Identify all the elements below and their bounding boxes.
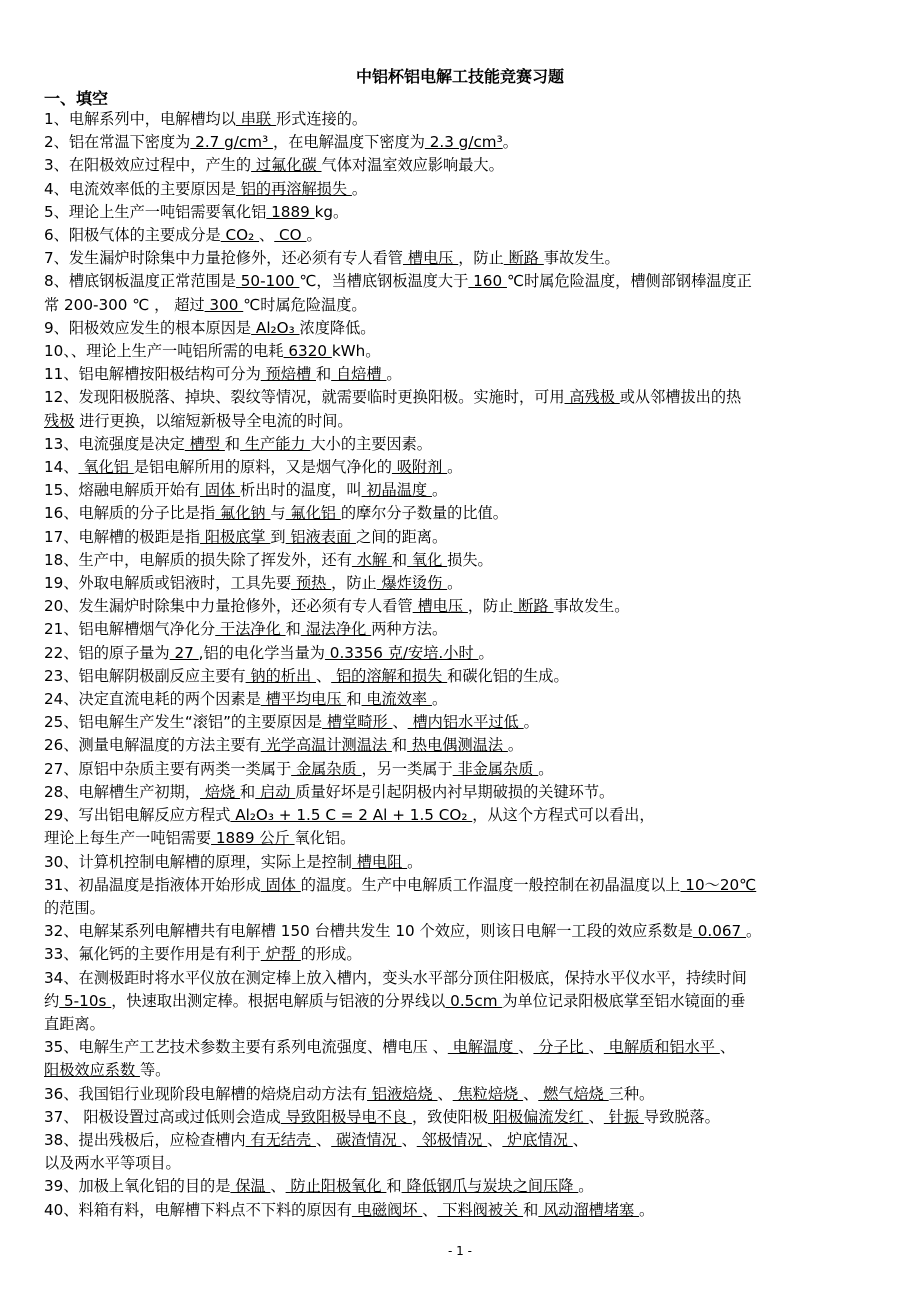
page-number: - 1 -	[448, 1244, 472, 1258]
question-item	[44, 317, 904, 340]
question-text: ，另一类属于	[361, 759, 453, 778]
question-text: 常 200-300 ℃ ， 超过	[44, 295, 205, 314]
question-item	[44, 1036, 904, 1082]
question-line	[44, 433, 904, 456]
question-item	[44, 642, 904, 665]
answer-blank: 0.5cm	[445, 991, 503, 1010]
question-line	[44, 642, 904, 665]
answer-blank: 断路	[503, 249, 544, 268]
question-item	[44, 433, 904, 456]
question-text: 8、槽底钢板温度正常范围是	[44, 272, 236, 291]
question-line	[44, 1083, 904, 1106]
question-item	[44, 108, 904, 131]
question-text: 。	[447, 574, 463, 593]
question-text: ，防止	[458, 249, 504, 268]
answer-blank: 氟化钠	[215, 504, 271, 523]
question-item	[44, 758, 904, 781]
question-line	[44, 758, 904, 781]
answer-blank: 铝液表面	[285, 527, 357, 546]
question-line	[44, 665, 904, 688]
question-line	[44, 294, 904, 317]
question-text: 。	[306, 226, 322, 245]
question-text: 10、、理论上生产一吨铝所需的电耗	[44, 342, 284, 361]
question-line	[44, 595, 904, 618]
question-item	[44, 943, 904, 966]
question-text: 21、铝电解槽烟气净化分	[44, 620, 216, 639]
question-text: 与	[270, 504, 286, 523]
question-item	[44, 804, 904, 850]
question-text: 32、电解某系列电解槽共有电解槽 150 台槽共发生 10 个效应，则该日电解一工段的效应系数是	[44, 922, 693, 941]
question-item	[44, 549, 904, 572]
question-line	[44, 502, 904, 525]
question-text: 。	[351, 179, 368, 198]
question-text: 31、初晶温度是指液体开始形成	[44, 875, 261, 894]
question-text: 约	[44, 991, 60, 1010]
answer-blank: 槽电阻	[351, 852, 408, 871]
question-text: 28、电解槽生产初期，	[44, 782, 201, 801]
answer-blank: 槽内铝水平过低	[407, 713, 524, 732]
question-line	[44, 1059, 904, 1082]
answer-blank: 光学高温计测温法	[260, 736, 392, 755]
question-text: 、	[523, 1084, 539, 1103]
answer-blank: 针振	[603, 1107, 644, 1126]
question-item	[44, 734, 904, 757]
answer-blank: 电磁阀坏	[351, 1200, 423, 1219]
question-line	[44, 920, 904, 943]
question-text: 20、发生漏炉时除集中力量抢修外，还必须有专人看管	[44, 597, 413, 616]
question-text: 40、料箱有料，电解槽下料点不下料的原因有	[44, 1200, 352, 1219]
answer-blank: 钠的析出	[245, 666, 316, 685]
question-item	[44, 874, 904, 920]
question-text: 11、铝电解槽按阳极结构可分为	[44, 365, 261, 384]
question-text: 质量好坏是引起阴极内衬早期破损的关键环节。	[295, 782, 615, 801]
answer-blank: 自焙槽	[331, 365, 387, 384]
question-line	[44, 247, 904, 270]
question-line	[44, 1129, 904, 1152]
question-item	[44, 781, 904, 804]
question-text: 30、计算机控制电解槽的原理，实际上是控制	[44, 852, 352, 871]
question-text: 。	[407, 852, 423, 871]
question-item	[44, 340, 904, 363]
question-text: ，防止	[331, 574, 377, 593]
question-text: 损失。	[447, 550, 493, 569]
question-text: 、	[422, 1200, 438, 1219]
question-item	[44, 1106, 904, 1129]
answer-blank: 6320	[283, 342, 332, 361]
question-text: 3、在阳极效应过程中，产生的	[44, 156, 252, 175]
question-text: 和	[523, 1200, 539, 1219]
question-text: 、	[588, 1038, 604, 1057]
question-text: 1、电解系列中，电解槽均以	[44, 110, 236, 128]
question-text: 。	[478, 643, 494, 662]
question-text: 24、决定直流电耗的两个因素是	[44, 690, 261, 709]
answer-blank: 阳极底掌	[200, 527, 271, 546]
question-text: 、	[487, 1130, 503, 1149]
answer-blank: 50-100	[235, 272, 300, 291]
question-text: ，从这个方程式可以看出，	[472, 806, 655, 825]
question-text: 和	[224, 434, 241, 453]
question-text: ℃时属危险温度。	[243, 295, 367, 314]
question-line	[44, 1013, 904, 1036]
question-text: 29、写出铝电解反应方程式	[44, 806, 231, 825]
question-text: ℃，当槽底钢板温度大于	[299, 272, 469, 291]
question-line	[44, 1175, 904, 1198]
question-item	[44, 154, 904, 177]
answer-blank: 燃气焙烧	[538, 1084, 609, 1103]
question-text: kWh。	[331, 342, 381, 361]
question-text: 。	[507, 736, 524, 755]
question-text: 和	[240, 782, 256, 801]
question-text: 。	[746, 922, 762, 941]
question-item	[44, 595, 904, 618]
question-text: 、	[315, 1130, 332, 1149]
question-text: 事故发生。	[543, 249, 620, 268]
question-text: 、	[572, 1130, 588, 1149]
question-text: 34、在测极距时将水平仪放在测定棒上放入槽内，变头水平部分顶住阳极底，保持水平仪水平，持续时间	[44, 968, 747, 987]
question-text: ，防止	[467, 597, 514, 616]
answer-blank: 槽型	[184, 434, 225, 453]
question-text: 。	[447, 458, 463, 477]
answer-blank: 邻极情况	[416, 1130, 488, 1149]
question-text: 。	[578, 1177, 594, 1196]
question-text: 三种。	[608, 1084, 655, 1103]
question-text: 以及两水平等项目。	[44, 1154, 181, 1173]
answer-blank: 生产能力	[240, 434, 311, 453]
question-line	[44, 549, 904, 572]
question-text: ，快速取出测定棒。根据电解质与铝液的分界线以	[111, 991, 446, 1010]
answer-blank: 预焙槽	[260, 365, 316, 384]
answer-blank: 固体	[200, 481, 241, 500]
question-list	[44, 108, 904, 1222]
answer-blank: 湿法净化	[300, 620, 372, 639]
question-text: 。	[502, 133, 518, 152]
question-text: 5、理论上生产一吨铝需要氧化铝	[44, 202, 267, 221]
answer-blank: 电流效率	[361, 690, 432, 709]
question-item	[44, 201, 904, 224]
question-item	[44, 1129, 904, 1175]
question-text: 。	[538, 759, 554, 778]
question-text: 39、加极上氧化铝的目的是	[44, 1177, 231, 1196]
answer-blank: 槽堂畸形	[322, 713, 393, 732]
answer-blank: 铝的再溶解损失	[235, 179, 352, 198]
question-text: 的范围。	[44, 898, 105, 917]
question-line	[44, 178, 904, 201]
answer-blank: 槽电压	[402, 249, 459, 268]
question-text: 和碳化铝的生成。	[447, 666, 569, 685]
question-line	[44, 1036, 904, 1059]
question-item	[44, 178, 904, 201]
question-item	[44, 688, 904, 711]
answer-blank: 串联	[235, 110, 276, 128]
question-item	[44, 247, 904, 270]
question-text: 的形成。	[300, 945, 362, 964]
question-text: 理论上每生产一吨铝需要	[44, 829, 212, 848]
answer-blank: 导致阳极导电不良	[280, 1107, 412, 1126]
question-text: 浓度降低。	[299, 318, 376, 337]
answer-blank: 分子比	[533, 1038, 589, 1057]
question-item	[44, 270, 904, 316]
question-text: 和	[391, 736, 408, 755]
question-text: kg。	[314, 202, 349, 221]
answer-blank: 断路	[513, 597, 554, 616]
answer-blank: 2.7 g/cm³	[190, 133, 273, 152]
question-text: 、	[401, 1130, 417, 1149]
answer-blank: 160	[468, 272, 507, 291]
question-line	[44, 456, 904, 479]
answer-blank: 预热	[291, 574, 332, 593]
answer-blank: 固体	[260, 875, 301, 894]
question-line	[44, 108, 904, 131]
question-text: 37、 阳极设置过高或过低则会造成	[44, 1107, 281, 1126]
answer-blank: 300	[204, 295, 244, 314]
answer-blank: 干法净化	[215, 620, 286, 639]
question-text: ,铝的电化学当量为	[198, 643, 325, 662]
question-text: 、	[719, 1038, 735, 1057]
question-text: 7、发生漏炉时除集中力量抢修外，还必须有专人看管	[44, 249, 403, 268]
question-text: 、	[259, 226, 275, 245]
answer-blank: 保温	[230, 1177, 271, 1196]
question-text: 直距离。	[44, 1014, 105, 1033]
question-item	[44, 967, 904, 1037]
question-line	[44, 967, 904, 990]
answer-blank: 吸附剂	[391, 458, 448, 477]
question-text: 15、熔融电解质开始有	[44, 481, 201, 500]
question-text: 或从邻槽拔出的热	[619, 388, 742, 407]
question-text: 。	[431, 690, 448, 709]
question-line	[44, 874, 904, 897]
question-text: ，在电解温度下密度为	[273, 133, 425, 152]
question-text: 、	[270, 1177, 286, 1196]
question-line	[44, 851, 904, 874]
question-text: 大小的主要因素。	[310, 434, 432, 453]
question-line	[44, 711, 904, 734]
question-text: 导致脱落。	[643, 1107, 720, 1126]
question-item	[44, 618, 904, 641]
answer-blank: 金属杂质	[291, 759, 362, 778]
answer-blank: 氧化铝	[78, 458, 134, 477]
question-text: 、	[518, 1038, 534, 1057]
answer-blank: 初晶温度	[361, 481, 432, 500]
question-text: 18、生产中，电解质的损失除了挥发外，还有	[44, 550, 352, 569]
answer-blank: 有无结壳	[245, 1130, 316, 1149]
answer-blank: 电解质和铝水平	[603, 1038, 720, 1057]
question-line	[44, 224, 904, 247]
answer-blank: 0.3356 克/安培.小时	[324, 643, 479, 662]
question-line	[44, 363, 904, 386]
answer-blank: 高残极	[564, 388, 620, 407]
question-item	[44, 1199, 904, 1222]
question-item	[44, 1175, 904, 1198]
answer-blank: 0.067	[692, 922, 747, 941]
answer-blank: 炉底情况	[502, 1130, 573, 1149]
question-text: 和	[315, 365, 332, 384]
question-line	[44, 688, 904, 711]
question-item	[44, 363, 904, 386]
question-text: 进行更换，以缩短新极导全电流的时间。	[74, 411, 353, 430]
question-item	[44, 665, 904, 688]
answer-blank: 过氟化碳	[251, 156, 322, 175]
question-text: 35、电解生产工艺技术参数主要有系列电流强度、槽电压 、	[44, 1038, 448, 1057]
question-text: 。	[431, 481, 448, 500]
question-text: 氧化铝。	[294, 829, 356, 848]
question-text: 的摩尔分子数量的比值。	[340, 504, 508, 523]
question-line	[44, 1199, 904, 1222]
answer-blank: 碳渣情况	[331, 1130, 402, 1149]
question-line	[44, 410, 904, 433]
question-text: 气体对温室效应影响最大。	[321, 156, 504, 175]
question-text: 和	[391, 550, 408, 569]
answer-blank: CO	[274, 226, 307, 245]
question-text: 和	[346, 690, 362, 709]
question-text: 。	[386, 365, 402, 384]
question-item	[44, 851, 904, 874]
question-text: 36、我国铝行业现阶段电解槽的焙烧启动方法有	[44, 1084, 368, 1103]
question-text: 14、	[44, 458, 79, 477]
answer-blank: 降低钢爪与炭块之间压降	[401, 1177, 579, 1196]
question-text: 23、铝电解阴极副反应主要有	[44, 666, 246, 685]
question-text: 形式连接的。	[275, 110, 368, 128]
answer-blank: 铝液焙烧	[367, 1084, 438, 1103]
answer-blank: 1889	[266, 202, 315, 221]
answer-blank: 启动	[255, 782, 296, 801]
question-line	[44, 386, 904, 409]
question-line	[44, 572, 904, 595]
question-text: 等。	[139, 1061, 171, 1080]
answer-blank: 下料阀被关	[437, 1200, 524, 1219]
question-text: 、	[315, 666, 332, 685]
question-line	[44, 734, 904, 757]
question-text: 16、电解质的分子比是指	[44, 504, 216, 523]
question-text: 17、电解槽的极距是指	[44, 527, 201, 546]
question-line	[44, 897, 904, 920]
question-text: 和	[285, 620, 301, 639]
question-text: 。	[523, 713, 539, 732]
question-item	[44, 711, 904, 734]
question-text: 4、电流效率低的主要原因是	[44, 179, 236, 198]
question-text: 到	[270, 527, 286, 546]
question-line	[44, 1106, 904, 1129]
question-item	[44, 572, 904, 595]
question-text: 两种方法。	[371, 620, 448, 639]
question-text: 。	[639, 1200, 655, 1219]
question-item	[44, 920, 904, 943]
question-line	[44, 804, 904, 827]
answer-blank: 5-10s	[59, 991, 112, 1010]
question-text: ，致使阳极	[411, 1107, 488, 1126]
answer-blank: 水解	[351, 550, 392, 569]
answer-blank: Al₂O₃ + 1.5 C = 2 Al + 1.5 CO₂	[230, 806, 473, 825]
question-text: 19、外取电解质或铝液时，工具先要	[44, 574, 292, 593]
question-item	[44, 1083, 904, 1106]
question-line	[44, 827, 904, 850]
question-text: 13、电流强度是决定	[44, 434, 185, 453]
answer-blank: 氟化铝	[285, 504, 341, 523]
question-text: 38、提出残极后，应检查槽内	[44, 1130, 246, 1149]
question-text: 33、氟化钙的主要作用是有利于	[44, 945, 261, 964]
answer-blank: 10～20℃	[680, 875, 757, 894]
answer-blank: 残极	[44, 411, 75, 430]
answer-blank: CO₂	[220, 226, 260, 245]
question-text: 2、铝在常温下密度为	[44, 133, 191, 152]
question-text: 26、测量电解温度的方法主要有	[44, 736, 261, 755]
answer-blank: Al₂O₃	[251, 318, 300, 337]
question-item	[44, 224, 904, 247]
question-text: 27、原铝中杂质主要有两类一类属于	[44, 759, 292, 778]
question-item	[44, 131, 904, 154]
answer-blank: 阳极效应系数	[44, 1061, 140, 1080]
question-line	[44, 270, 904, 293]
question-line	[44, 618, 904, 641]
answer-blank: 炉帮	[260, 945, 301, 964]
question-text: 是铝电解所用的原料，又是烟气净化的	[133, 458, 392, 477]
question-item	[44, 502, 904, 525]
question-text: 、	[588, 1107, 604, 1126]
answer-blank: 27	[169, 643, 199, 662]
page-title: 中铝杯铝电解工技能竞赛习题	[355, 67, 564, 86]
question-line	[44, 340, 904, 363]
section-heading: 一、填空	[44, 89, 109, 108]
question-line	[44, 131, 904, 154]
answer-blank: 氧化	[407, 550, 448, 569]
question-item	[44, 456, 904, 479]
answer-blank: 防止阳极氧化	[285, 1177, 387, 1196]
question-text: 6、阳极气体的主要成分是	[44, 226, 221, 245]
question-line	[44, 526, 904, 549]
answer-blank: 爆炸烫伤	[376, 574, 448, 593]
answer-blank: 风动溜槽堵塞	[538, 1200, 640, 1219]
question-text: 和	[386, 1177, 402, 1196]
question-line	[44, 317, 904, 340]
question-text: 22、铝的原子量为	[44, 643, 170, 662]
question-text: 12、发现阳极脱落、掉块、裂纹等情况，就需要临时更换阳极。实施时，可用	[44, 388, 565, 407]
answer-blank: 电解温度	[447, 1038, 519, 1057]
question-item	[44, 526, 904, 549]
question-item	[44, 386, 904, 432]
answer-blank: 槽平均电压	[260, 690, 347, 709]
answer-blank: 铝的溶解和损失	[331, 666, 448, 685]
question-text: 、	[437, 1084, 453, 1103]
question-line	[44, 154, 904, 177]
answer-blank: 2.3 g/cm³	[424, 133, 503, 152]
question-text: 的温度。生产中电解质工作温度一般控制在初晶温度以上	[300, 875, 681, 894]
question-text: 析出时的温度，叫	[240, 481, 362, 500]
question-line	[44, 1152, 904, 1175]
question-text: 事故发生。	[553, 597, 630, 616]
answer-blank: 热电偶测温法	[407, 736, 508, 755]
answer-blank: 阳极偏流发红	[487, 1107, 589, 1126]
question-text: 、	[392, 713, 408, 732]
question-text: 为单位记录阳极底掌至铝水镜面的垂	[502, 991, 746, 1010]
question-text: ℃时属危险温度，槽侧部钢棒温度正	[506, 272, 752, 291]
answer-blank: 槽电压	[412, 597, 468, 616]
question-line	[44, 943, 904, 966]
answer-blank: 焙烧	[200, 782, 241, 801]
question-line	[44, 990, 904, 1013]
question-text: 9、阳极效应发生的根本原因是	[44, 318, 252, 337]
question-item	[44, 479, 904, 502]
answer-blank: 1889 公斤	[211, 829, 295, 848]
question-text: 之间的距离。	[356, 527, 448, 546]
answer-blank: 焦粒焙烧	[452, 1084, 524, 1103]
question-line	[44, 201, 904, 224]
question-line	[44, 781, 904, 804]
question-text: 25、铝电解生产发生“滚铝”的主要原因是	[44, 713, 323, 732]
answer-blank: 非金属杂质	[452, 759, 539, 778]
question-line	[44, 479, 904, 502]
